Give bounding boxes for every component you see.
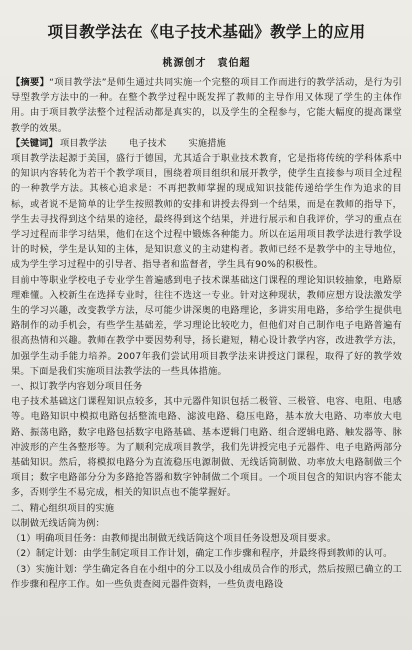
section-heading-2: 二、精心组织项目的实施 xyxy=(11,502,115,514)
keyword-1: 项目教学法 xyxy=(59,137,107,149)
paragraph-intro: 项目教学法起源于美国，盛行于德国，尤其适合于职业技术教育，它是指将传统的学科体系中的知识内容转化为若干个教学项目，围绕着项目组织和展开教学，使学生直接参与项目全过程的一种教学方法。其核心追求是：不再把教师掌握的现成知识技能传递给学生作为追求的目标，或者说不是简单的让学生按照教师的安排和讲授去得到一个结果，而是在教师的指导下，学生去寻找得到这个结果的途径，最终得到这个结果，并进行展示和自我评价，学习的重点在学习过程而非学习结果，他们在这个过程中锻炼各种能力。所以在运用项目教学法进行教学设计的时候，学生是认知的主体，是知识意义的主动建构者。教师已经不是教学中的主导地位，成为学生学习过程中的引导者、指导者和监督者，学生具有90%的积极性。 xyxy=(11,153,402,271)
article-body xyxy=(11,75,402,592)
keywords-label: 【关键词】 xyxy=(11,137,58,149)
keyword-2: 电子技术 xyxy=(128,137,167,149)
paragraph-status: 目前中等职业学校电子专业学生普遍感到电子技术课基础这门课程的理论知识较抽象，电路原理难懂。入校新生在选择专业时，往往不选这一专业。针对这种现状，教师应想方设法激发学生的学习兴趣，改变教学方法，尽可能少讲深奥的电路理论，多讲实用电路，多给学生提供电路制作的动手机会，有些学生基础差，学习理论比较吃力，但他们对自己制作电子电路普遍有很高热情和兴趣。教师在教学中要因势利导，扬长避短，精心设计教学内容，改进教学方法，加强学生动手能力培养。2007年我们尝试用项目教学法来讲授这门课程，取得了好的教学效果。下面是我们实施项目法教学法的一些具体措施。 xyxy=(11,274,402,377)
step-2: （2）制定计划：由学生制定项目工作计划，确定工作步骤和程序，并最终得到教师的认可。 xyxy=(11,548,393,560)
step-3: （3）实施计划：学生确定各自在小组中的分工以及小组成员合作的形式，然后按照已确立的工作步骤和程序工作。如一些负责查阅元器件资料，一些负责电路设 xyxy=(11,563,402,590)
article-title: 项目教学法在《电子技术基础》教学上的应用 xyxy=(47,23,366,41)
section-heading-1: 一、拟订教学内容划分项目任务 xyxy=(11,381,143,393)
article-authors: 桃源创才 袁伯超 xyxy=(162,58,251,69)
keywords xyxy=(11,136,402,151)
abstract-label: 【摘要】 xyxy=(11,77,50,88)
step-1: （1）明确项目任务：由教师提出制做无线话筒这个项目任务设想及项目要求。 xyxy=(11,533,337,545)
abstract xyxy=(11,75,402,136)
abstract-text: “项目教学法”是师生通过共同实施一个完整的项目工作而进行的教学活动，是行为引导型教学方法中的一种。在整个教学过程中既发挥了教师的主导作用又体现了学生的主体作用。由于项目教学法整个过程活动都是真实的，以及学生的全程参与，它能大幅度的提高课堂教学的效果。 xyxy=(11,77,402,134)
keyword-3: 实施措施 xyxy=(188,137,226,149)
paragraph-content: 电子技术基础这门课程知识点较多，其中元器件知识包括二极管、三极管、电容、电阻、电感等。电路知识中模拟电路包括整流电路、滤波电路、稳压电路，基本放大电路、功率放大电路、振荡电路，数字电路包括数字电路基础、基本逻辑门电路、组合逻辑电路、触发器等、脉冲波形的产生各整形等。为了顺利完成项目教学，我们先讲授完电子元器件、电子电路两部分基础知识。然后，将模拟电路分为直流稳压电源制做、无线话筒制做、功率放大电路制做三个项目；数字电路部分分为多路抢答器和数字钟制做二个项目。一个项目包含的知识内容不能太多，否则学生不易完成，相关的知识点也不能掌握好。 xyxy=(11,396,402,499)
example-intro: 以制做无线话筒为例： xyxy=(11,517,105,529)
